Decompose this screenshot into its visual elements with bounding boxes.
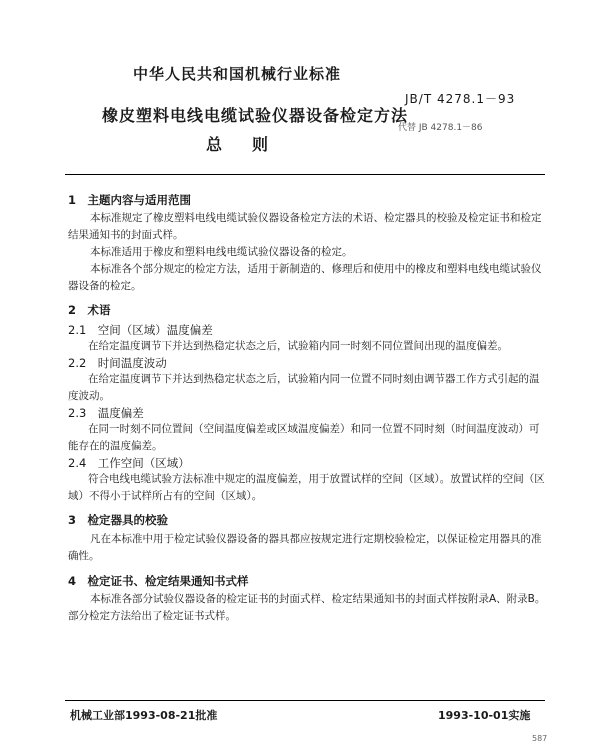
section-3-heading: 3 检定器具的校验 bbox=[68, 513, 169, 527]
effective-date: 1993-10-01实施 bbox=[438, 709, 531, 722]
term-2-4-definition: 符合电线电缆试验方法标准中规定的温度偏差，用于放置试样的空间（区域）。放置试样的空间（区域）不得小于试样所占有的空间（区域）。 bbox=[68, 473, 545, 502]
document-subtitle: 总则 bbox=[206, 135, 299, 154]
section-2-heading: 2 术语 bbox=[68, 303, 111, 317]
section-3-paragraph: 凡在本标准中用于检定试验仪器设备的器具都应按规定进行定期校验检定，以保证检定用器具的准确性。 bbox=[68, 533, 542, 562]
document-title: 橡皮塑料电线电缆试验仪器设备检定方法 bbox=[102, 106, 409, 125]
term-2-3-heading: 2.3 温度偏差 bbox=[68, 406, 144, 420]
issuing-organization: 中华人民共和国机械行业标准 bbox=[133, 65, 342, 83]
term-2-1-heading: 2.1 空间（区域）温度偏差 bbox=[68, 323, 213, 337]
section-1-paragraph-2: 本标准适用于橡皮和塑料电线电缆试验仪器设备的检定。 bbox=[90, 246, 353, 258]
section-1-heading: 1 主题内容与适用范围 bbox=[68, 193, 192, 207]
section-4-heading: 4 检定证书、检定结果通知书式样 bbox=[68, 574, 249, 588]
footer-divider bbox=[65, 700, 545, 701]
term-2-4-heading: 2.4 工作空间（区域） bbox=[68, 456, 190, 470]
term-2-2-heading: 2.2 时间温度波动 bbox=[68, 356, 167, 370]
replaces-note: 代替 JB 4278.1－86 bbox=[398, 123, 483, 133]
section-4-paragraph: 本标准各部分试验仪器设备的检定证书的封面式样、检定结果通知书的封面式样按附录A、附录B。部分检定方法给出了检定证书式样。 bbox=[68, 593, 546, 622]
standard-number: JB/T 4278.1－93 bbox=[405, 92, 516, 106]
section-1-paragraph-1: 本标准规定了橡皮塑料电线电缆试验仪器设备检定方法的术语、检定器具的校验及检定证书和检定结果通知书的封面式样。 bbox=[68, 212, 542, 241]
term-2-3-definition: 在同一时刻不同位置间（空间温度偏差或区域温度偏差）和同一位置不同时刻（时间温度波动）可能存在的温度偏差。 bbox=[68, 423, 540, 452]
term-2-2-definition: 在给定温度调节下并达到热稳定状态之后，试验箱内同一位置不同时刻由调节器工作方式引起的温度波动。 bbox=[68, 373, 540, 402]
approval-date: 机械工业部1993-08-21批准 bbox=[70, 709, 218, 722]
page-number: 587 bbox=[532, 734, 548, 743]
section-1-paragraph-3: 本标准各个部分规定的检定方法，适用于新制造的、修理后和使用中的橡皮和塑料电线电缆试验仪器设备的检定。 bbox=[68, 263, 542, 292]
header-divider bbox=[65, 174, 545, 175]
term-2-1-definition: 在给定温度调节下并达到热稳定状态之后，试验箱内同一时刻不同位置间出现的温度偏差。 bbox=[88, 340, 508, 352]
